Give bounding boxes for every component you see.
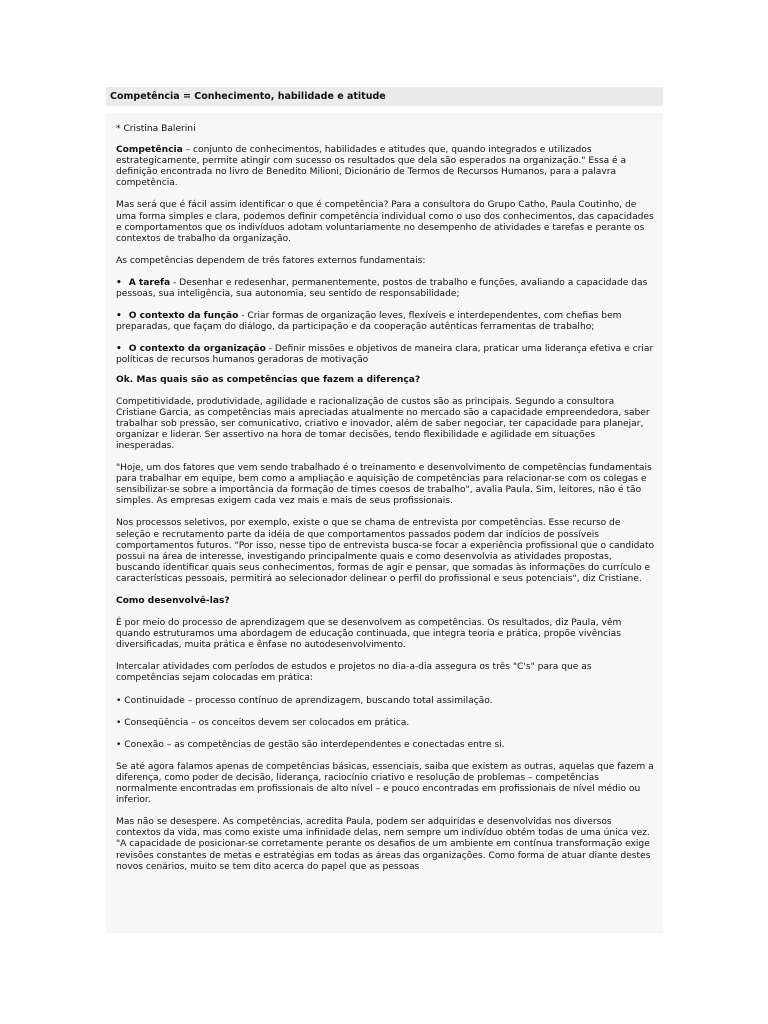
article-body xyxy=(106,113,663,933)
bullet-icon: • xyxy=(116,277,122,288)
factor-item xyxy=(116,311,656,333)
bullet-icon: • xyxy=(116,695,122,706)
factor-text: - Definir missões e objetivos de maneira clara, praticar uma liderança efetiva e criar políticas de recursos humanos geradoras de motivação xyxy=(116,344,654,366)
paragraph: Se até agora falamos apenas de competências básicas, essenciais, saiba que existem as outras, aquelas que fazem a diferença, como poder de decisão, liderança, raciocínio criativo e resolução de problemas – competências normalmente encontradas em profissionais de alto nível – e pouco encontradas em profissionais de nível médio ou inferior. xyxy=(116,761,654,806)
bullet-icon: • xyxy=(116,739,122,750)
list-item-text: Conseqüência – os conceitos devem ser colocados em prática. xyxy=(124,717,410,728)
paragraph: Mas será que é fácil assim identificar o que é competência? Para a consultora do Grupo Catho, Paula Coutinho, de uma forma simples e clara, podemos definir competência individual como o uso dos conhecimentos, das capacidades e comportamentos que os indivíduos adotam voluntariamente no desempenho de atividades e tarefas e perante os contextos de trabalho da organização. xyxy=(116,200,654,244)
bullet-icon: • xyxy=(116,717,122,728)
list-item-text: Continuidade – processo contínuo de aprendizagem, buscando total assimilação. xyxy=(124,695,493,706)
intro-term: Competência xyxy=(116,145,183,156)
paragraph: Nos processos seletivos, por exemplo, existe o que se chama de entrevista por competências. Esse recurso de seleção e recrutamento parte da idéia de que comportamentos passados podem dar indícios de possíveis comportamentos futuros. "Por isso, nesse tipo de entrevista busca-se focar a experiência profissional que o candidato possui na área de interesse, investigando principalmente quais e como desenvolvia as atividades propostas, buscando identificar quais seus conhecimentos, formas de agir e pensar, que somadas às informações do currículo e características pessoais, permitirá ao selecionador delinear o perfil do profissional e seus potenciais", diz Cristiane. xyxy=(116,518,655,584)
intro-text: – conjunto de conhecimentos, habilidades e atitudes que, quando integrados e utilizados estrategicamente, permite atingir com sucesso os resultados que dela são esperados na organização." Essa é a definição encontrada no livro de Benedito Milioni, Dicionário de Termos de Recursos Humanos, para a palavra competência. xyxy=(116,145,627,189)
list-item xyxy=(116,740,656,751)
factor-text: - Desenhar e redesenhar, permanentemente, postos de trabalho e funções, avaliando a capacidade das pessoas, sua inteligência, sua autonomia, seu sentido de responsabilidade; xyxy=(116,277,648,300)
factor-text: - Criar formas de organização leves, flexíveis e interdependentes, com chefias bem preparadas, que façam do diálogo, da participação e da cooperação autênticas ferramentas de trabalho; xyxy=(116,311,622,333)
paragraph: Intercalar atividades com períodos de estudos e projetos no dia-a-dia assegura os três "C's" para que as competências sejam colocadas em prática: xyxy=(116,662,592,684)
paragraph: Mas não se desespere. As competências, acredita Paula, podem ser adquiridas e desenvolvidas nos diversos contextos da vida, mas como existe uma infinidade delas, nem sempre um indivíduo obtém todas de uma única vez. "A capacidade de posicionar-se corretamente perante os desafios de um ambiente em contínua transformação exige revisões constantes de metas e estratégias em todas as áreas das organizações. Como forma de atuar diante destes novos cenários, muito se tem dito acerca do papel que as pessoas xyxy=(116,817,651,872)
factor-label: O contexto da organização xyxy=(128,344,266,355)
paragraph: Competitividade, produtividade, agilidade e racionalização de custos são as principais. Segundo a consultora Cristiane Garcia, as competências mais apreciadas atualmente no mercado são a capacidade empreendedora, saber trabalhar sob pressão, ser comunicativo, criativo e inovador, além de saber negociar, ter capacidade para planejar, organizar e liderar. Ser assertivo na hora de tomar decisões, tendo flexibilidade e agilidade em situações inesperadas. xyxy=(116,396,650,451)
factor-label: O contexto da função xyxy=(128,311,239,322)
list-item-text: Conexão – as competências de gestão são interdependentes e conectadas entre si. xyxy=(124,739,505,750)
section-heading: Ok. Mas quais são as competências que fazem a diferença? xyxy=(116,374,421,385)
bullet-icon: • xyxy=(116,311,122,322)
factor-label: A tarefa xyxy=(128,277,171,288)
author-byline: * Cristina Balerini xyxy=(116,124,196,134)
intro-paragraph xyxy=(116,145,656,189)
paragraph: É por meio do processo de aprendizagem que se desenvolvem as competências. Os resultados, diz Paula, vêm quando estruturamos uma abordagem de educação continuada, que integra teoria e prática, propõe vivências diversificadas, muita prática e ênfase no autodesenvolvimento. xyxy=(116,618,622,651)
factor-item xyxy=(116,278,656,300)
factor-item xyxy=(116,344,656,366)
article xyxy=(106,87,663,933)
article-title: Competência = Conhecimento, habilidade e atitude xyxy=(106,87,663,106)
list-item xyxy=(116,718,656,729)
bullet-icon: • xyxy=(116,344,122,355)
paragraph: As competências dependem de três fatores externos fundamentais: xyxy=(116,255,426,266)
list-item xyxy=(116,696,656,707)
paragraph: "Hoje, um dos fatores que vem sendo trabalhado é o treinamento e desenvolvimento de competências fundamentais para trabalhar em equipe, bem como a ampliação e aquisição de competências para relacionar-se com os colegas e sensibilizar-se sobre a importância da formação de times coesos de trabalho", avalia Paula. Sim, leitores, não é tão simples. As empresas exigem cada vez mais e mais de seus profissionais. xyxy=(116,463,652,507)
section-heading: Como desenvolvê-las? xyxy=(116,596,230,606)
